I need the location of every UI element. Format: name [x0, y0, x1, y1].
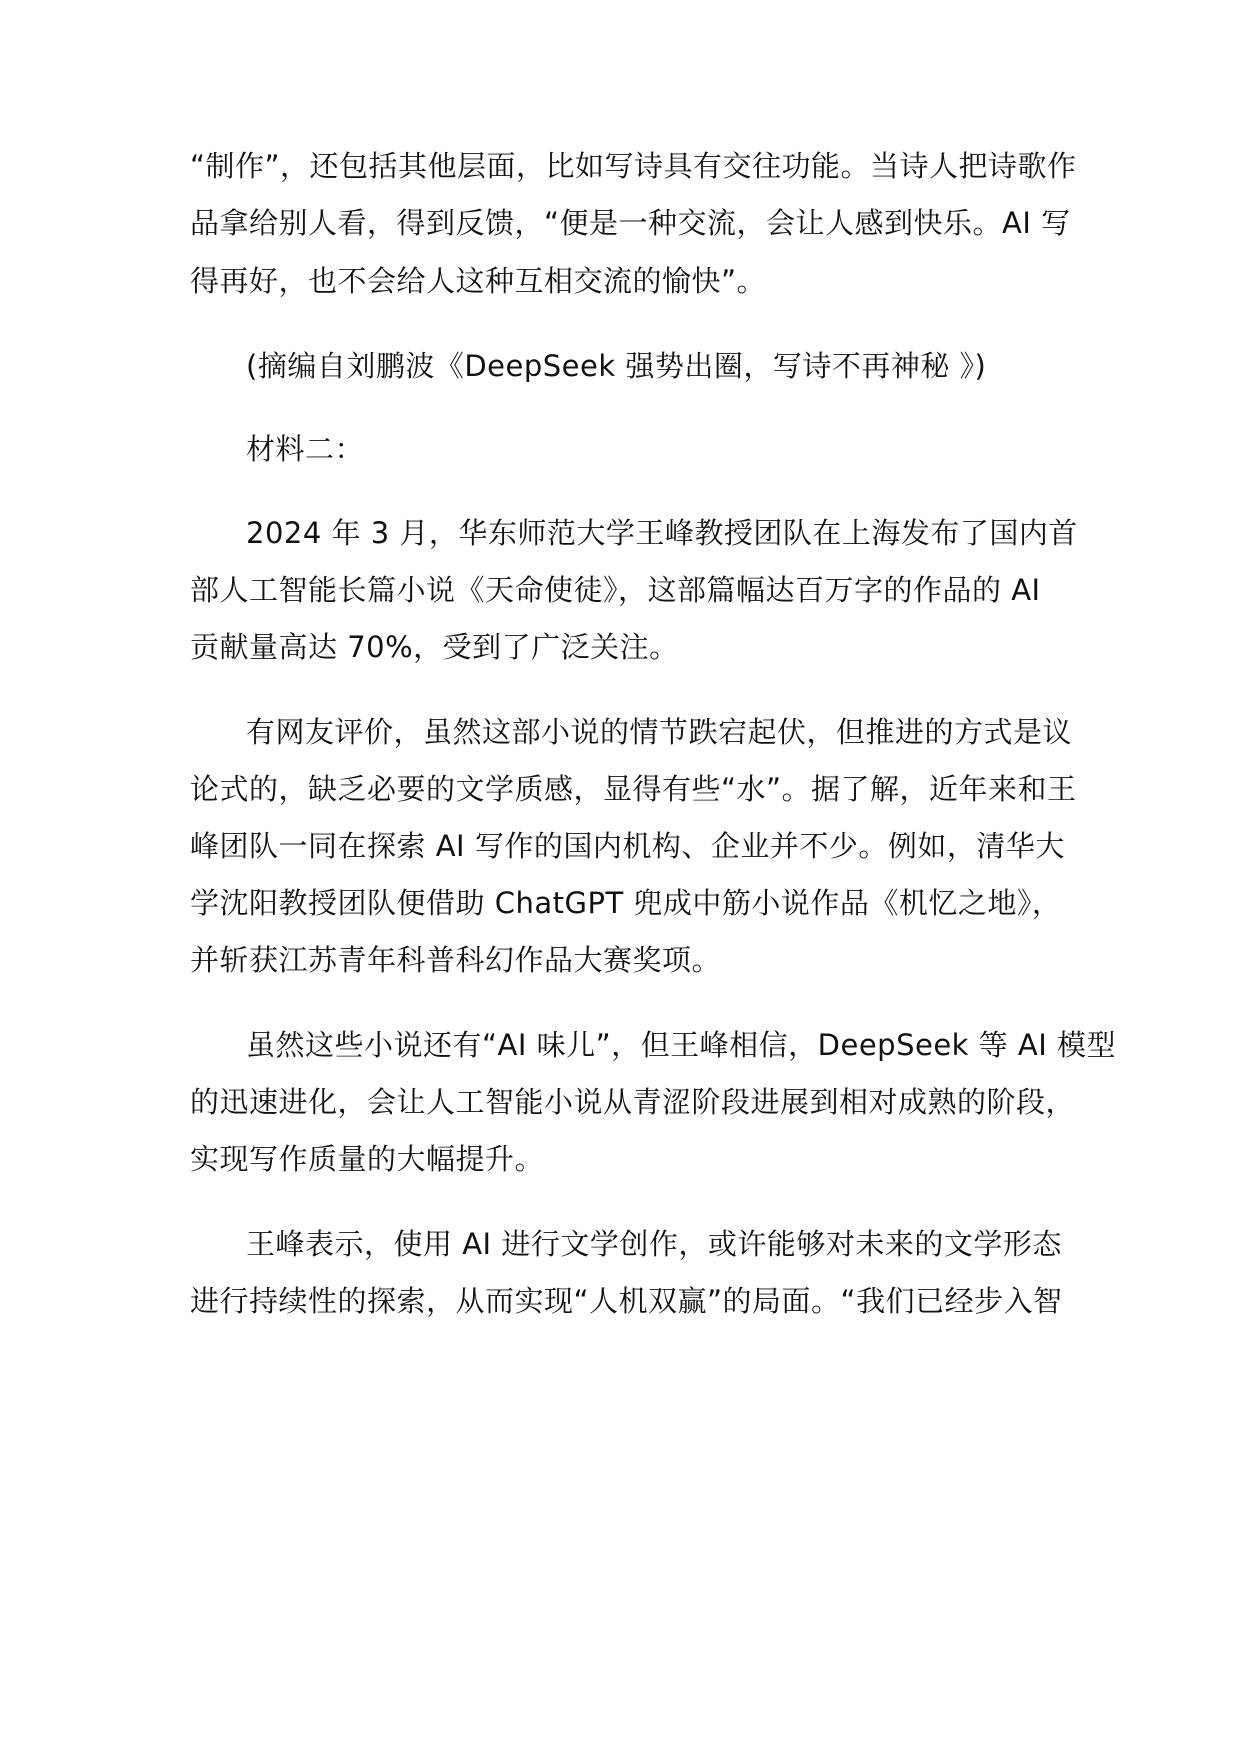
text-line: 学沈阳教授团队便借助 ChatGPT 兜成中筋小说作品《机忆之地》， [190, 886, 1062, 920]
text-line: 虽然这些小说还有“AI 味儿”，但王峰相信，DeepSeek 等 AI 模型 [246, 1028, 1117, 1062]
text-line: 贡献量高达 70%，受到了广泛关注。 [190, 630, 679, 664]
text-line: 部人工智能长篇小说《天命使徒》，这部篇幅达百万字的作品的 AI [190, 573, 1041, 607]
text-line: 王峰表示，使用 AI 进行文学创作，或许能够对未来的文学形态 [246, 1227, 1062, 1261]
text-line: 的迅速进化，会让人工智能小说从青涩阶段进展到相对成熟的阶段， [190, 1085, 1076, 1119]
text-line: 品拿给别人看，得到反馈，“便是一种交流，会让人感到快乐。AI 写 [190, 206, 1071, 240]
section-heading: 材料二： [246, 432, 365, 466]
text-line: 得再好，也不会给人这种互相交流的愉快”。 [190, 264, 767, 298]
text-line: 并斩获江苏青年科普科幻作品大赛奖项。 [190, 943, 722, 977]
text-line: 峰团队一同在探索 AI 写作的国内机构、企业并不少。例如，清华大 [190, 829, 1065, 863]
text-line: “制作”，还包括其他层面，比如写诗具有交往功能。当诗人把诗歌作 [190, 149, 1077, 183]
text-line: 有网友评价，虽然这部小说的情节跌宕起伏，但推进的方式是议 [246, 715, 1073, 749]
text-line: 进行持续性的探索，从而实现“人机双赢”的局面。“我们已经步入智 [190, 1284, 1063, 1318]
source-citation: (摘编自刘鹏波《DeepSeek 强势出圈，写诗不再神秘 》) [246, 349, 987, 383]
text-line: 2024 年 3 月，华东师范大学王峰教授团队在上海发布了国内首 [246, 516, 1078, 550]
text-line: 论式的，缺乏必要的文学质感，显得有些“水”。据了解，近年来和王 [190, 772, 1077, 806]
text-line: 实现写作质量的大幅提升。 [190, 1142, 545, 1176]
